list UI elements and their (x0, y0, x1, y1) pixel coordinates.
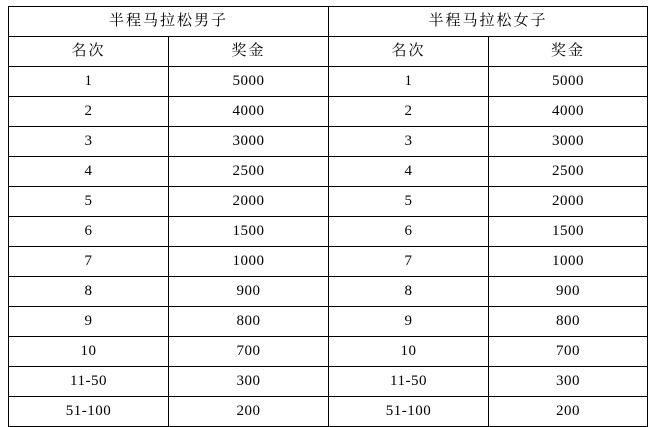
cell-women-rank: 3 (329, 127, 489, 157)
table-row (9, 217, 648, 247)
cell-women-prize: 200 (489, 397, 648, 427)
cell-men-rank: 5 (9, 187, 169, 217)
group-header-men: 半程马拉松男子 (9, 7, 329, 37)
cell-men-prize: 700 (169, 337, 329, 367)
sub-header-row (9, 37, 648, 67)
cell-women-rank: 7 (329, 247, 489, 277)
group-header-women: 半程马拉松女子 (329, 7, 648, 37)
column-header-men-prize: 奖金 (169, 37, 329, 67)
cell-men-prize: 2000 (169, 187, 329, 217)
group-header-row (9, 7, 648, 37)
table-row (9, 367, 648, 397)
table-row (9, 247, 648, 277)
cell-men-rank: 10 (9, 337, 169, 367)
cell-men-prize: 800 (169, 307, 329, 337)
cell-men-rank: 2 (9, 97, 169, 127)
column-header-women-prize: 奖金 (489, 37, 648, 67)
cell-women-rank: 6 (329, 217, 489, 247)
cell-women-rank: 5 (329, 187, 489, 217)
cell-women-prize: 300 (489, 367, 648, 397)
table-row (9, 277, 648, 307)
prize-money-table (8, 6, 648, 427)
cell-men-prize: 200 (169, 397, 329, 427)
table-row (9, 337, 648, 367)
cell-men-prize: 2500 (169, 157, 329, 187)
cell-women-rank: 2 (329, 97, 489, 127)
cell-men-prize: 1000 (169, 247, 329, 277)
cell-women-prize: 2000 (489, 187, 648, 217)
cell-women-prize: 800 (489, 307, 648, 337)
cell-women-rank: 51-100 (329, 397, 489, 427)
cell-women-prize: 1000 (489, 247, 648, 277)
table-body (9, 67, 648, 427)
cell-men-prize: 300 (169, 367, 329, 397)
table-header (9, 7, 648, 67)
column-header-men-rank: 名次 (9, 37, 169, 67)
cell-men-rank: 6 (9, 217, 169, 247)
table-row (9, 307, 648, 337)
cell-men-rank: 11-50 (9, 367, 169, 397)
table-row (9, 127, 648, 157)
cell-men-prize: 5000 (169, 67, 329, 97)
cell-men-prize: 3000 (169, 127, 329, 157)
cell-women-prize: 700 (489, 337, 648, 367)
cell-men-rank: 9 (9, 307, 169, 337)
table-row (9, 97, 648, 127)
cell-women-rank: 9 (329, 307, 489, 337)
table-row (9, 157, 648, 187)
cell-women-prize: 900 (489, 277, 648, 307)
cell-men-rank: 7 (9, 247, 169, 277)
cell-women-rank: 10 (329, 337, 489, 367)
cell-women-rank: 11-50 (329, 367, 489, 397)
cell-women-rank: 1 (329, 67, 489, 97)
cell-men-rank: 51-100 (9, 397, 169, 427)
table-row (9, 67, 648, 97)
cell-men-rank: 3 (9, 127, 169, 157)
cell-men-prize: 900 (169, 277, 329, 307)
cell-men-prize: 1500 (169, 217, 329, 247)
cell-men-rank: 1 (9, 67, 169, 97)
cell-women-rank: 4 (329, 157, 489, 187)
cell-women-rank: 8 (329, 277, 489, 307)
cell-men-rank: 8 (9, 277, 169, 307)
cell-women-prize: 5000 (489, 67, 648, 97)
column-header-women-rank: 名次 (329, 37, 489, 67)
cell-men-rank: 4 (9, 157, 169, 187)
cell-women-prize: 4000 (489, 97, 648, 127)
cell-women-prize: 3000 (489, 127, 648, 157)
table-row (9, 397, 648, 427)
cell-women-prize: 2500 (489, 157, 648, 187)
table-row (9, 187, 648, 217)
cell-men-prize: 4000 (169, 97, 329, 127)
cell-women-prize: 1500 (489, 217, 648, 247)
